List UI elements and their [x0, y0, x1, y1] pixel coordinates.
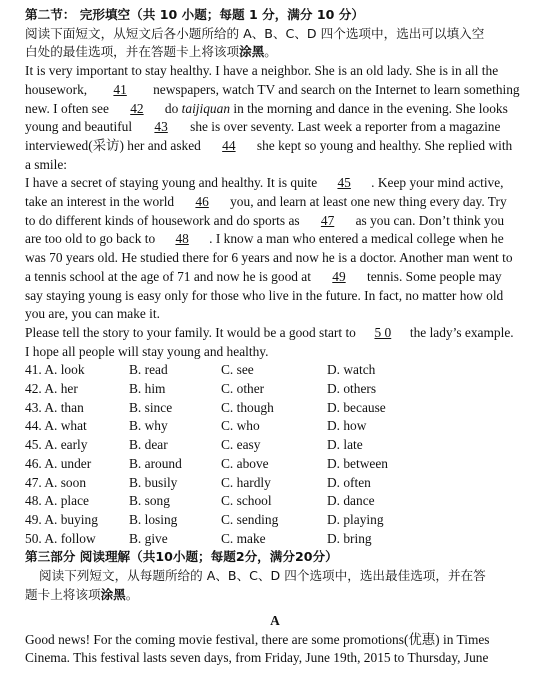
passage-line-14: you are, you can make it. [25, 306, 160, 322]
passage-line-12: a tennis school at the age of 71 and now he is good at 49 tennis. Some people may [25, 268, 525, 287]
passage-a-line-1: Good news! For the coming movie festival, there are some promotions(优惠) in Times [25, 631, 490, 647]
passage-a-label: A [270, 612, 280, 628]
passage-line-6: a smile: [25, 156, 68, 172]
blank-49: 49 [332, 268, 346, 284]
blank-45: 45 [337, 175, 351, 191]
passage-line-10: are too old to go back to 48 . I know a man who entered a medical college when he [25, 230, 525, 249]
passage-line-15: Please tell the story to your family. It would be a good start to 5 0 the lady’s example. [25, 324, 525, 343]
passage-line-3: new. I often see 42 do taijiquan in the morning and dance in the evening. She looks [25, 100, 525, 119]
part3-instruction-1: 阅读下列短文，从每题所给的 A、B、C、D 四个选项中，选出最佳选项，并在答 [39, 568, 486, 584]
option-row: 42. A. her B. him C. other D. others [25, 381, 377, 397]
option-row: 48. A. place B. song C. school D. dance [25, 493, 375, 509]
section2-title: 第二节： 完形填空（共 10 小题；每题 1 分，满分 10 分） [25, 7, 364, 22]
blank-43: 43 [154, 119, 168, 135]
option-row: 46. A. under B. around C. above D. between [25, 455, 388, 471]
passage-line-11: was 70 years old. He studied there for 6 years and now he is a doctor. Another man went to [25, 250, 513, 266]
blank-42: 42 [130, 100, 144, 116]
option-row: 44. A. what B. why C. who D. how [25, 418, 367, 434]
blank-50: 5 0 [374, 324, 392, 340]
passage-line-5: interviewed(采访) her and asked 44 she kept so young and healthy. She replied with [25, 137, 525, 156]
option-row: 49. A. buying B. losing C. sending D. playing [25, 511, 384, 527]
option-row: 43. A. than B. since C. though D. because [25, 399, 386, 415]
blank-44: 44 [222, 137, 236, 153]
passage-line-1: It is very important to stay healthy. I have a neighbor. She is an old lady. She is in all the [25, 63, 499, 79]
passage-line-4: young and beautiful 43 she is over seventy. Last week a reporter from a magazine [25, 118, 525, 137]
option-row: 41. A. look B. read C. see D. watch [25, 362, 376, 378]
option-row: 45. A. early B. dear C. easy D. late [25, 437, 363, 453]
section2-instruction-2: 白处的最佳选项，并在答题卡上将该项涂黑。 [25, 44, 277, 60]
passage-line-2: housework, 41 newspapers, watch TV and search on the Internet to learn something [25, 81, 525, 100]
blank-48: 48 [175, 231, 189, 247]
passage-line-8: take an interest in the world 46 you, and learn at least one new thing every day. Try [25, 193, 525, 212]
part3-title: 第三部分 阅读理解（共10小题；每题2分，满分20分） [25, 549, 338, 565]
passage-line-9: to do different kinds of housework and do sports as 47 as you can. Don’t think you [25, 212, 525, 231]
passage-a-line-2: Cinema. This festival lasts seven days, from Friday, June 19th, 2015 to Thursday, June [25, 650, 489, 666]
section2-instruction-1: 阅读下面短文，从短文后各小题所给的 A、B、C、D 四个选项中，选出可以填入空 [25, 25, 485, 41]
passage-line-7: I have a secret of staying young and healthy. It is quite 45 . Keep your mind active, [25, 174, 525, 193]
part3-instruction-2: 题卡上将该项涂黑。 [25, 586, 139, 602]
blank-47: 47 [320, 212, 335, 228]
passage-line-16: I hope all people will stay young and healthy. [25, 343, 269, 359]
options-list [25, 361, 525, 548]
exam-page [25, 6, 525, 668]
passage-line-13: say staying young is easy only for those who live in the future. In fact, no matter how old [25, 287, 504, 303]
option-row: 50. A. follow B. give C. make D. bring [25, 530, 372, 546]
option-row: 47. A. soon B. busily C. hardly D. often [25, 474, 371, 490]
blank-46: 46 [195, 194, 209, 210]
blank-41: 41 [113, 81, 127, 97]
